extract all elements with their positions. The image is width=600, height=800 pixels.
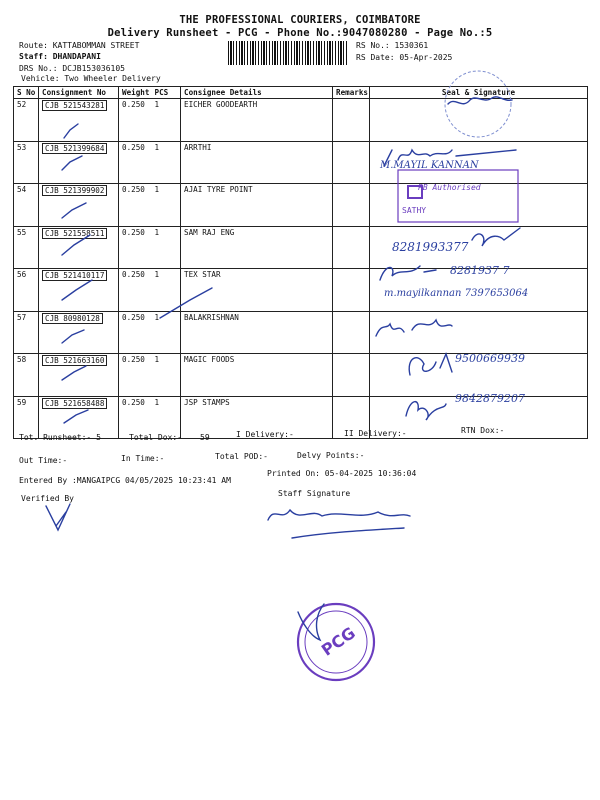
- signature-scribble: [376, 320, 452, 336]
- row-consignee: ARRTHI: [181, 141, 333, 184]
- drs-label: DRS No.: DCJB153036105: [19, 64, 125, 73]
- row-consignment: CJB 521543281: [39, 99, 119, 142]
- row-weight: 0.250: [119, 396, 152, 439]
- header-consignment: Consignment No: [39, 87, 119, 99]
- stamp-text-r53a: PB Authorised: [418, 183, 481, 192]
- in-time: In Time:-: [121, 454, 165, 463]
- tick-mark: [160, 288, 212, 318]
- signature-scribble: [409, 354, 452, 375]
- tick-mark: [62, 235, 90, 255]
- total-dox-label: Total Dox:-: [129, 433, 182, 442]
- handwritten-phone-r59: 9842879207: [455, 392, 525, 405]
- row-consignee: AJAI TYRE POINT: [181, 184, 333, 227]
- row-consignee: TEX STAR: [181, 269, 333, 312]
- header-seal-signature: Seal & Signature: [370, 87, 588, 99]
- tick-mark: [62, 366, 86, 380]
- row-weight: 0.250: [119, 311, 152, 354]
- ii-delivery: II Delivery:-: [344, 429, 407, 438]
- route-label: Route: KATTABOMMAN STREET: [19, 41, 140, 50]
- row-consignee: JSP STAMPS: [181, 396, 333, 439]
- handwritten-phone-r58: 9500669939: [455, 352, 525, 365]
- row-sno: 58: [14, 354, 39, 397]
- company-title: THE PROFESSIONAL COURIERS, COIMBATORE: [179, 14, 421, 26]
- row-pcs: 1: [152, 184, 181, 227]
- row-weight: 0.250: [119, 226, 152, 269]
- handwritten-name-r53: M.MAYIL KANNAN: [380, 160, 479, 171]
- row-sno: 53: [14, 141, 39, 184]
- tick-mark: [62, 330, 84, 343]
- staff-label: Staff: DHANDAPANI: [19, 52, 101, 61]
- entered-by: Entered By :MANGAIPCG 04/05/2025 10:23:41 AM: [19, 476, 231, 485]
- tick-mark: [62, 280, 92, 300]
- header-remarks: Remarks: [333, 87, 370, 99]
- row-pcs: 1: [152, 99, 181, 142]
- stamp-logo: [408, 186, 422, 198]
- row-pcs: 1: [152, 226, 181, 269]
- tick-mark: [64, 410, 88, 423]
- row-sno: 57: [14, 311, 39, 354]
- verified-signature: [46, 504, 70, 530]
- row-weight: 0.250: [119, 99, 152, 142]
- delvy-points: Delvy Points:-: [297, 451, 365, 460]
- header-consignee: Consignee Details: [181, 87, 333, 99]
- rtn-dox: RTN Dox:-: [461, 426, 505, 435]
- row-sno: 56: [14, 269, 39, 312]
- tick-mark: [64, 124, 78, 138]
- row-consignment: CJB 521658488: [39, 396, 119, 439]
- signature-scribble: [406, 402, 446, 420]
- row-consignee: SAM RAJ ENG: [181, 226, 333, 269]
- verified-by-label: Verified By: [21, 494, 74, 503]
- handwritten-name-r56: m.mayilkannan 7397653064: [384, 288, 529, 299]
- i-delivery: I Delivery:-: [236, 430, 294, 439]
- out-time: Out Time:-: [19, 456, 68, 465]
- rs-number: RS No.: 1530361: [356, 41, 429, 50]
- row-weight: 0.250: [119, 269, 152, 312]
- seal-stamp: [445, 71, 511, 137]
- runsheet-subtitle: Delivery Runsheet - PCG - Phone No.:9047080280 - Page No.:5: [107, 27, 493, 39]
- row-pcs: 1: [152, 354, 181, 397]
- row-consignee: EICHER GOODEARTH: [181, 99, 333, 142]
- row-consignee: MAGIC FOODS: [181, 354, 333, 397]
- row-consignee: BALAKRISHNAN: [181, 311, 333, 354]
- row-consignment: CJB 521399684: [39, 141, 119, 184]
- pcg-stamp-text: PCG: [317, 623, 359, 660]
- staff-signature-label: Staff Signature: [278, 489, 351, 498]
- handwritten-phone-r56: 8281937 7: [450, 264, 510, 277]
- total-dox-value: 59: [200, 433, 210, 442]
- signature-scribble: [448, 97, 512, 104]
- row-sno: 59: [14, 396, 39, 439]
- row-consignment: CJB 521399902: [39, 184, 119, 227]
- row-weight: 0.250: [119, 354, 152, 397]
- header-weight: Weight: [119, 87, 152, 99]
- row-weight: 0.250: [119, 141, 152, 184]
- stamp-text-r53b: SATHY: [402, 206, 427, 215]
- row-sno: 54: [14, 184, 39, 227]
- header-sno: S No: [14, 87, 39, 99]
- staff-signature: [268, 510, 410, 520]
- row-sno: 55: [14, 226, 39, 269]
- row-consignment: CJB 521663160: [39, 354, 119, 397]
- printed-on: Printed On: 05-04-2025 10:36:04: [267, 469, 417, 478]
- row-consignment: CJB 521558511: [39, 226, 119, 269]
- signature-scribble: [384, 150, 516, 166]
- row-weight: 0.250: [119, 184, 152, 227]
- row-pcs: 1: [152, 311, 181, 354]
- staff-signature-underline: [292, 528, 404, 538]
- handwritten-phone-r54: 8281993377: [392, 240, 469, 254]
- total-pod: Total POD:-: [215, 452, 268, 461]
- signature-scribble: [380, 266, 436, 280]
- header-pcs: PCS: [152, 87, 181, 99]
- tick-mark: [62, 156, 82, 170]
- row-consignment: CJB 80980128: [39, 311, 119, 354]
- tick-mark: [62, 203, 86, 218]
- tot-runsheet: Tot. Runsheet:- 5: [19, 433, 101, 442]
- row-sno: 52: [14, 99, 39, 142]
- shop-stamp: [398, 170, 518, 222]
- row-pcs: 1: [152, 269, 181, 312]
- rs-date: RS Date: 05-Apr-2025: [356, 53, 453, 62]
- row-consignment: CJB 521410117: [39, 269, 119, 312]
- vehicle-label: Vehicle: Two Wheeler Delivery: [21, 74, 161, 83]
- row-pcs: 1: [152, 396, 181, 439]
- stamp-scribble: [298, 604, 324, 640]
- signature-scribble: [472, 228, 520, 246]
- row-pcs: 1: [152, 141, 181, 184]
